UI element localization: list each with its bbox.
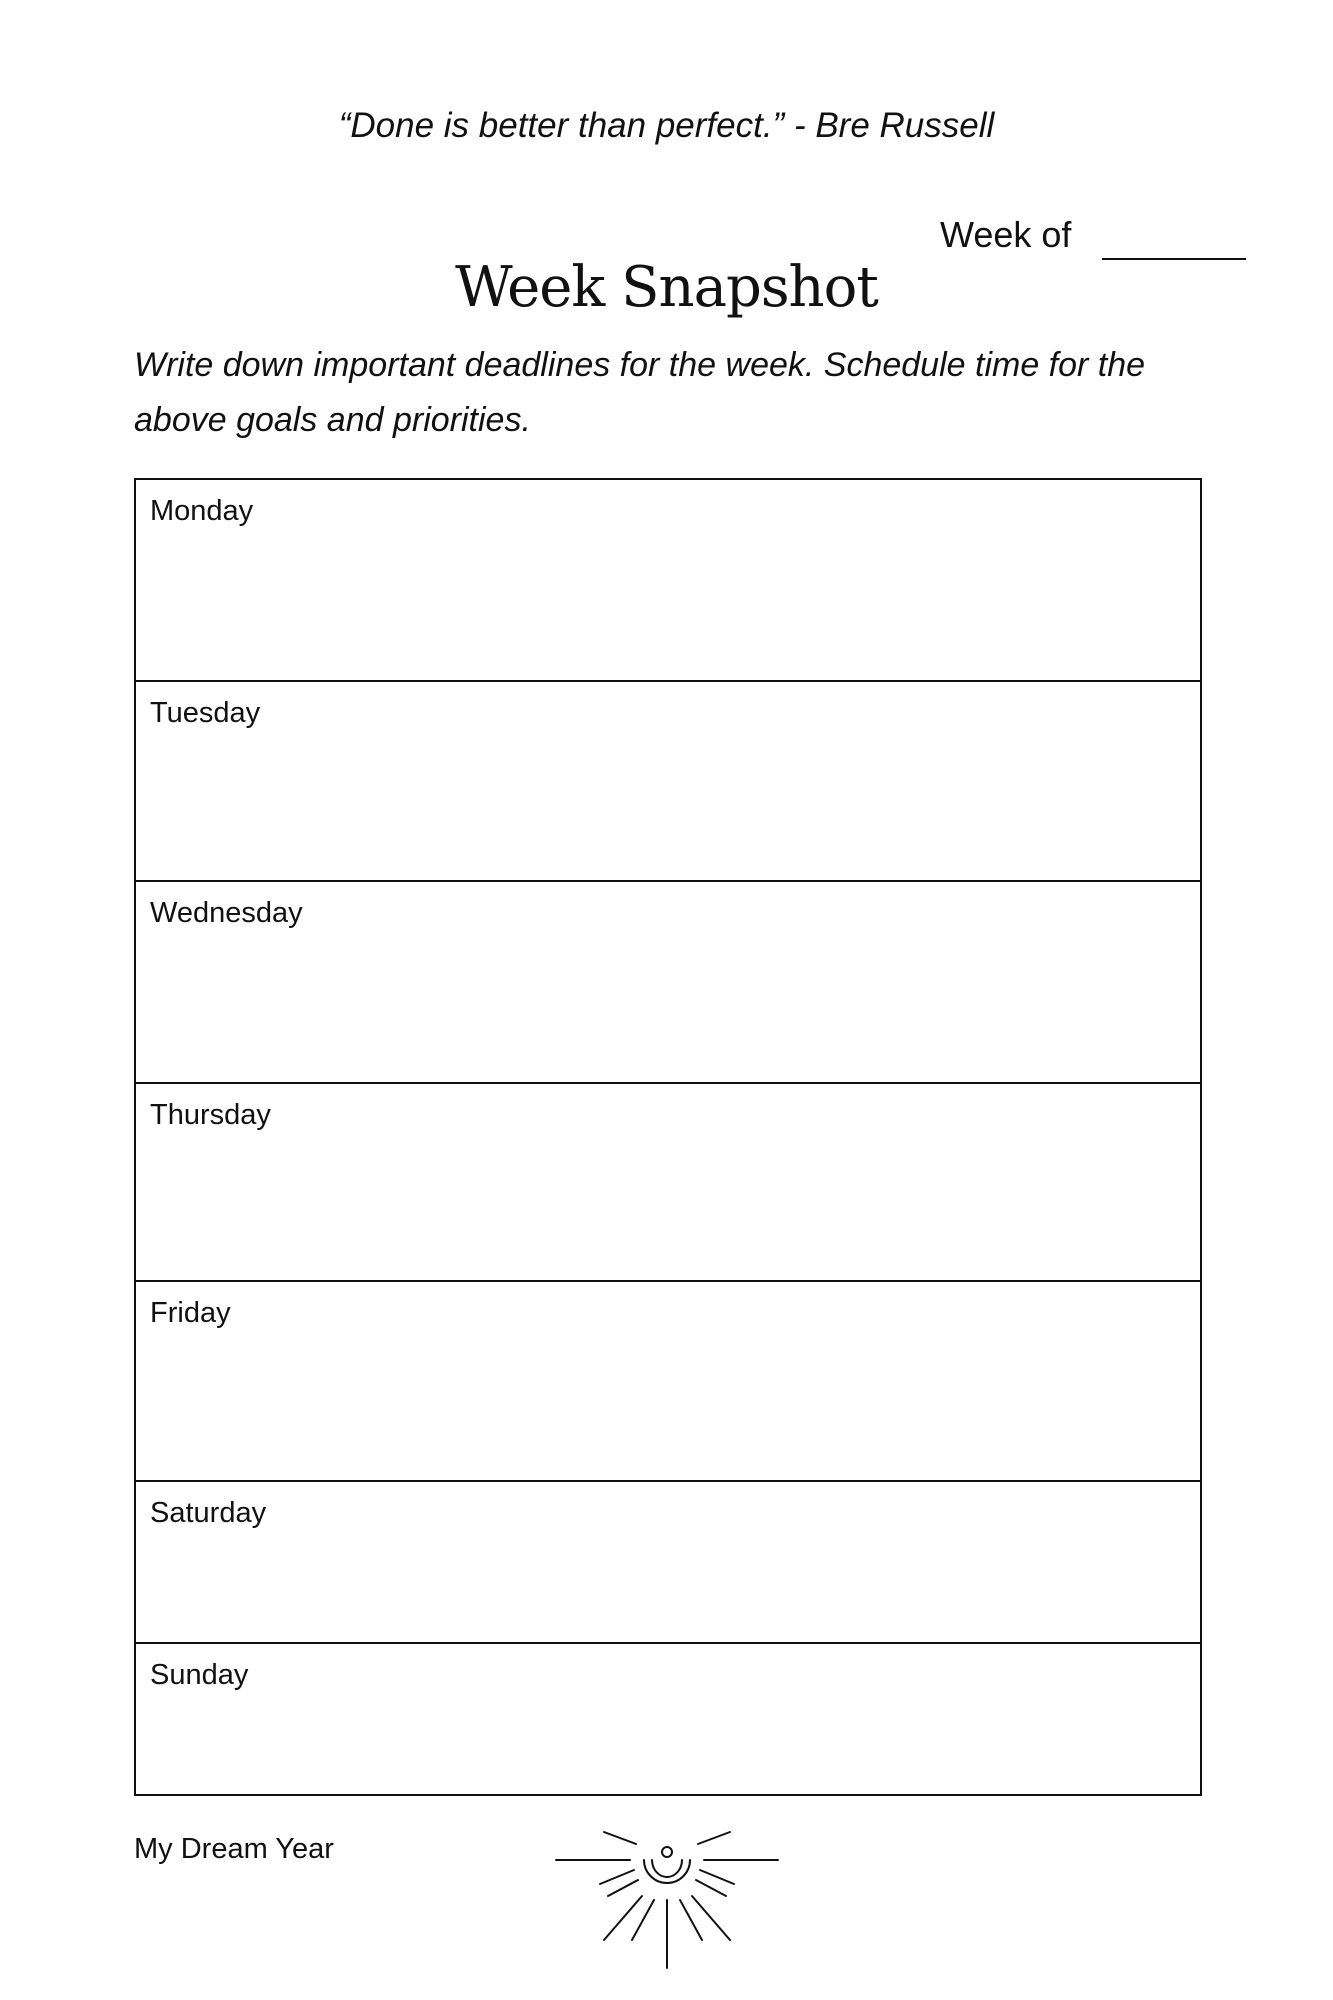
sun-moon-icon — [552, 1822, 782, 1972]
day-box-thursday[interactable] — [136, 1082, 1200, 1280]
day-label: Monday — [150, 495, 254, 527]
week-grid — [134, 478, 1202, 1796]
day-box-saturday[interactable] — [136, 1480, 1200, 1642]
day-label: Thursday — [150, 1099, 271, 1131]
day-box-monday[interactable] — [136, 480, 1200, 680]
day-box-sunday[interactable] — [136, 1642, 1200, 1794]
day-label: Sunday — [150, 1659, 249, 1691]
day-box-tuesday[interactable] — [136, 680, 1200, 880]
quote: “Done is better than perfect.” - Bre Russell — [338, 106, 995, 145]
instructions: Write down important deadlines for the week. Schedule time for the above goals and priorities. — [134, 346, 1146, 439]
day-label: Saturday — [150, 1497, 267, 1529]
day-label: Tuesday — [150, 697, 261, 729]
day-label: Wednesday — [150, 897, 303, 929]
page-title: Week Snapshot — [455, 255, 878, 320]
day-box-friday[interactable] — [136, 1280, 1200, 1480]
day-box-wednesday[interactable] — [136, 880, 1200, 1082]
brand-name: My Dream Year — [134, 1833, 334, 1865]
week-of-label: Week of — [940, 214, 1072, 255]
day-label: Friday — [150, 1297, 231, 1329]
